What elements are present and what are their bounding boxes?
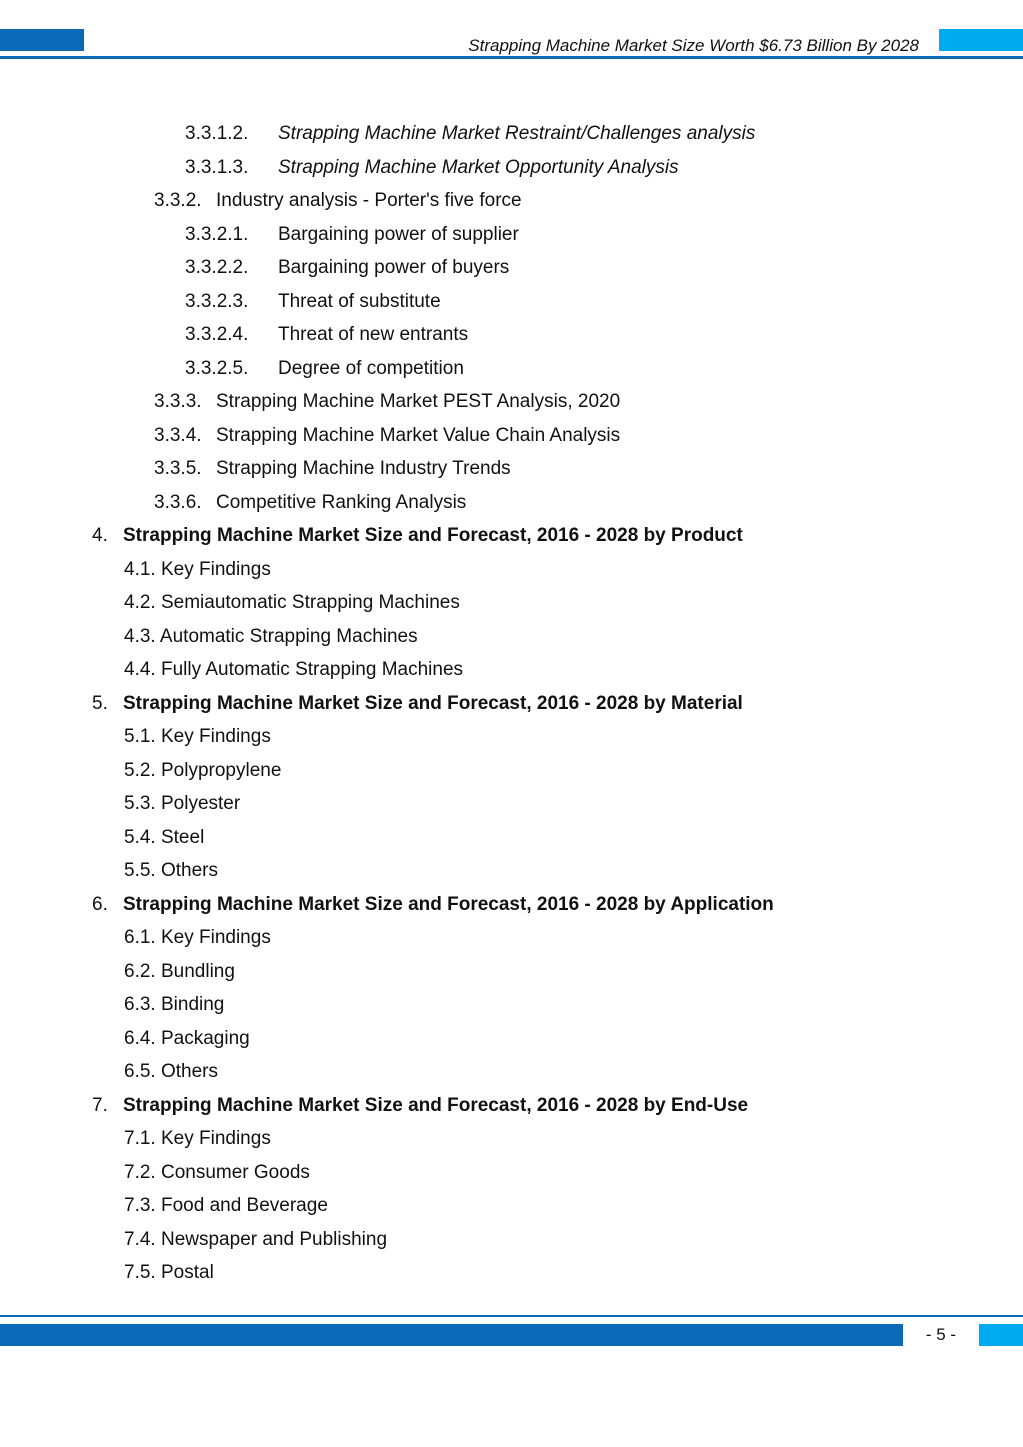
- toc-entry-number: 5.5.: [124, 860, 161, 881]
- toc-section-title: Strapping Machine Market Size and Forecast, 2016 - 2028 by End-Use: [123, 1095, 749, 1116]
- toc-entry-title: Packaging: [160, 1028, 250, 1049]
- toc-entry-title: Polyester: [160, 793, 241, 814]
- toc-entry-title: Threat of new entrants: [278, 324, 469, 345]
- toc-entry-number: 7.3.: [124, 1195, 161, 1216]
- toc-entry-5-3[interactable]: [124, 789, 240, 819]
- header-rule: [0, 56, 1023, 59]
- toc-entry-title: Polypropylene: [160, 760, 282, 781]
- toc-section-number: 6.: [92, 894, 108, 915]
- toc-entry-number: 7.2.: [124, 1162, 161, 1183]
- toc-entry-title: Postal: [160, 1262, 214, 1283]
- toc-entry-title: Key Findings: [160, 927, 271, 948]
- toc-entry-4-2[interactable]: [124, 588, 460, 618]
- toc-entry-title: Automatic Strapping Machines: [159, 626, 418, 647]
- toc-entry-6-4[interactable]: [124, 1024, 250, 1054]
- toc-entry-number: 3.3.2.: [154, 190, 202, 211]
- toc-entry-number: 4.2.: [124, 592, 161, 613]
- toc-entry-number: 7.4.: [124, 1229, 161, 1250]
- toc-entry-title: Degree of competition: [278, 358, 464, 379]
- toc-entry-number: 6.5.: [124, 1061, 161, 1082]
- toc-entry-number: 3.3.6.: [154, 492, 202, 513]
- toc-entry-5-2[interactable]: [124, 756, 281, 786]
- toc-entry-number: 3.3.4.: [154, 425, 202, 446]
- toc-section-title: Strapping Machine Market Size and Forecast, 2016 - 2028 by Application: [123, 894, 774, 915]
- toc-entry-title: Bargaining power of supplier: [278, 224, 519, 245]
- toc-entry-number: 4.4.: [124, 659, 161, 680]
- toc-entry-number: 5.4.: [124, 827, 161, 848]
- toc-entry-title: Strapping Machine Market Value Chain Analysis: [216, 425, 621, 446]
- toc-entry-5-4[interactable]: [124, 823, 204, 853]
- toc-entry-number: 5.3.: [124, 793, 161, 814]
- toc-entry-title: Strapping Machine Industry Trends: [216, 458, 511, 479]
- toc-entry-number: 7.1.: [124, 1128, 161, 1149]
- toc-entry-number: 4.3.: [124, 626, 160, 647]
- toc-section-number: 5.: [92, 693, 108, 714]
- toc-section-number: 4.: [92, 525, 108, 546]
- page-number: - 5 -: [925, 1325, 957, 1344]
- toc-entry-number: 3.3.2.4.: [185, 324, 249, 345]
- header-right-accent-bar: [939, 29, 1023, 51]
- toc-entry-title: Strapping Machine Market Opportunity Analysis: [278, 157, 679, 178]
- toc-entry-number: 3.3.1.3.: [185, 157, 249, 178]
- footer-left-accent-bar: [0, 1324, 903, 1346]
- running-header-title: Strapping Machine Market Size Worth $6.73 Billion By 2028: [468, 36, 919, 55]
- toc-section-title: Strapping Machine Market Size and Forecast, 2016 - 2028 by Material: [123, 693, 743, 714]
- toc-entry-title: Newspaper and Publishing: [160, 1229, 388, 1250]
- toc-section-title: Strapping Machine Market Size and Forecast, 2016 - 2028 by Product: [123, 525, 743, 546]
- toc-entry-number: 5.2.: [124, 760, 161, 781]
- toc-entry-5-1[interactable]: [124, 722, 271, 752]
- toc-entry-number: 4.1.: [124, 559, 161, 580]
- toc-entry-title: Semiautomatic Strapping Machines: [160, 592, 460, 613]
- toc-entry-7-5[interactable]: [124, 1258, 214, 1288]
- toc-entry-title: Industry analysis - Porter's five force: [216, 190, 522, 211]
- toc-entry-title: Others: [160, 1061, 219, 1082]
- toc-entry-number: 3.3.2.1.: [185, 224, 249, 245]
- toc-entry-number: 5.1.: [124, 726, 161, 747]
- toc-entry-title: Threat of substitute: [278, 291, 441, 312]
- toc-entry-title: Key Findings: [160, 559, 271, 580]
- toc-entry-number: 6.3.: [124, 994, 161, 1015]
- toc-entry-title: Key Findings: [160, 1128, 271, 1149]
- toc-entry-number: 7.5.: [124, 1262, 161, 1283]
- toc-entry-7-1[interactable]: [124, 1124, 271, 1154]
- toc-entry-7-2[interactable]: [124, 1158, 310, 1188]
- toc-entry-5-5[interactable]: [124, 856, 218, 886]
- toc-entry-title: Binding: [160, 994, 225, 1015]
- toc-entry-number: 6.1.: [124, 927, 161, 948]
- toc-entry-title: Others: [160, 860, 219, 881]
- toc-entry-title: Consumer Goods: [160, 1162, 310, 1183]
- toc-entry-title: Strapping Machine Market PEST Analysis, 2020: [216, 391, 621, 412]
- toc-section-number: 7.: [92, 1095, 108, 1116]
- toc-entry-number: 3.3.3.: [154, 391, 202, 412]
- toc-entry-6-3[interactable]: [124, 990, 224, 1020]
- toc-entry-title: Bargaining power of buyers: [278, 257, 510, 278]
- toc-entry-title: Fully Automatic Strapping Machines: [160, 659, 464, 680]
- toc-entry-number: 6.2.: [124, 961, 161, 982]
- toc-entry-title: Steel: [160, 827, 205, 848]
- footer-rule: [0, 1315, 1023, 1317]
- toc-entry-7-4[interactable]: [124, 1225, 387, 1255]
- toc-entry-number: 3.3.2.5.: [185, 358, 249, 379]
- toc-entry-4-3[interactable]: [124, 622, 418, 652]
- toc-entry-title: Key Findings: [160, 726, 271, 747]
- toc-entry-number: 3.3.2.2.: [185, 257, 249, 278]
- toc-entry-title: Competitive Ranking Analysis: [216, 492, 467, 513]
- toc-entry-4-1[interactable]: [124, 555, 271, 585]
- toc-entry-4-4[interactable]: [124, 655, 463, 685]
- toc-entry-title: Food and Beverage: [160, 1195, 328, 1216]
- toc-entry-6-1[interactable]: [124, 923, 271, 953]
- toc-entry-6-5[interactable]: [124, 1057, 218, 1087]
- toc-entry-number: 6.4.: [124, 1028, 161, 1049]
- toc-entry-number: 3.3.2.3.: [185, 291, 249, 312]
- toc-entry-number: 3.3.5.: [154, 458, 202, 479]
- toc-entry-7-3[interactable]: [124, 1191, 328, 1221]
- toc-entry-title: Strapping Machine Market Restraint/Challenges analysis: [278, 123, 756, 144]
- toc-entry-6-2[interactable]: [124, 957, 235, 987]
- header-left-accent-bar: [0, 29, 84, 51]
- toc-entry-title: Bundling: [160, 961, 235, 982]
- toc-entry-number: 3.3.1.2.: [185, 123, 249, 144]
- footer-right-accent-bar: [979, 1324, 1023, 1346]
